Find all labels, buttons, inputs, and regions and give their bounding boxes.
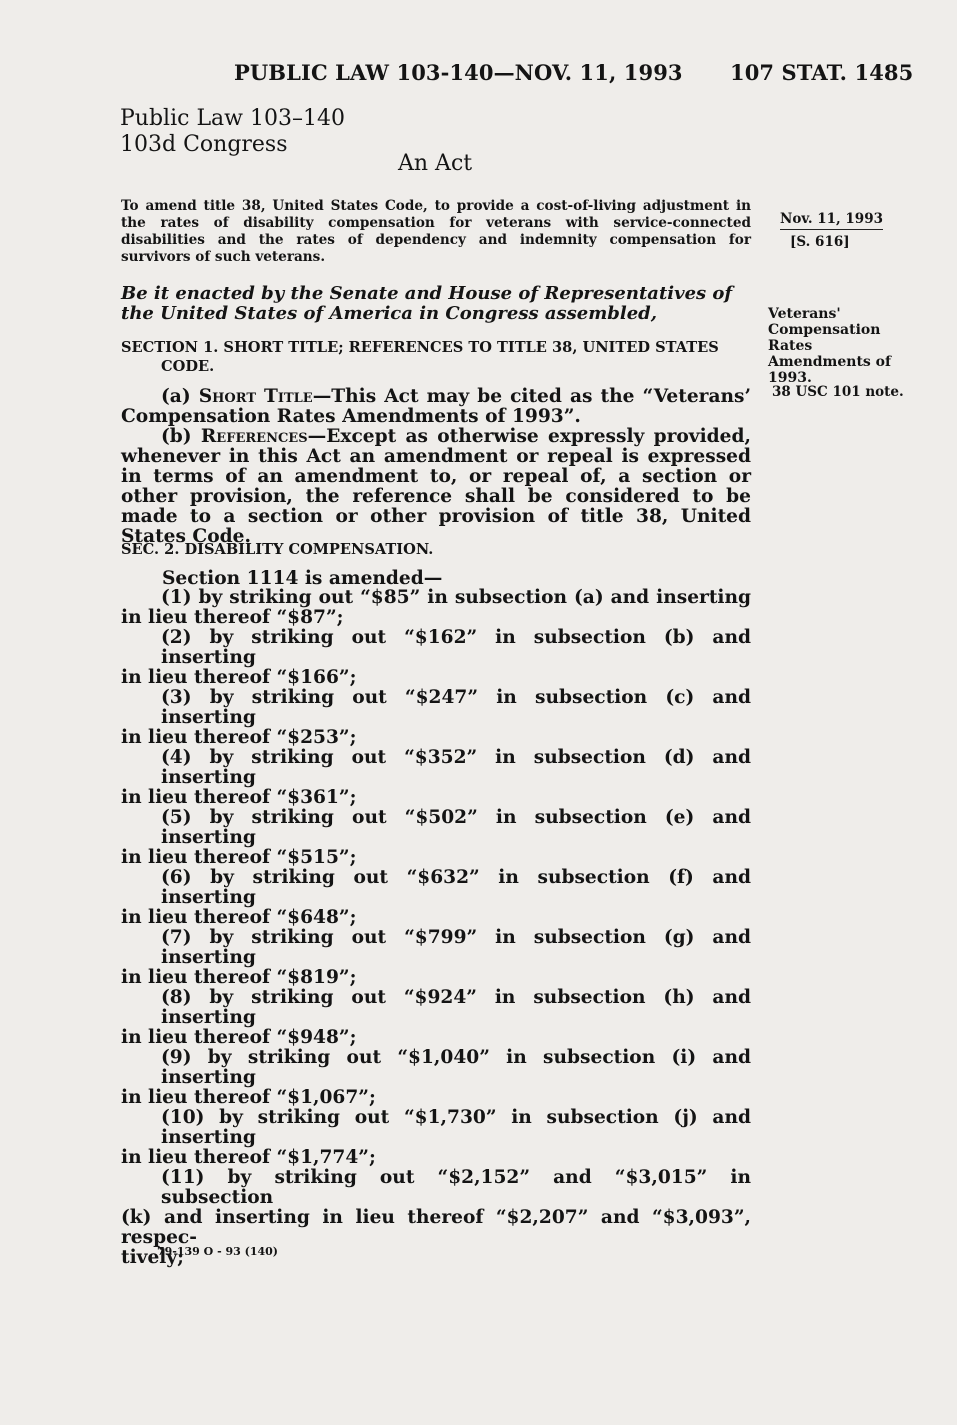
public-law-number: Public Law 103–140	[120, 106, 345, 131]
margin-note-line: Compensation	[768, 322, 881, 338]
margin-usc-note: 38 USC 101 note.	[772, 384, 904, 400]
list-item-line: in lieu thereof “$648”;	[121, 907, 357, 928]
subsection-a	[121, 387, 751, 427]
list-item-line: (10) by striking out “$1,730” in subsection (j) and inserting	[161, 1107, 751, 1148]
purpose-clause: To amend title 38, United States Code, to provide a cost-of-living adjustment in the rates of disability compensation for veterans with service-connected disabilities and the rates of dependency and indemnity compensation for survivors of such veterans.	[121, 198, 751, 265]
list-item-line: (6) by striking out “$632” in subsection (f) and inserting	[161, 867, 751, 908]
section-2-intro: Section 1114 is amended—	[162, 568, 443, 589]
running-head-page-number: 107 STAT. 1485	[730, 60, 914, 85]
margin-bill-number: [S. 616]	[790, 234, 850, 250]
list-item	[121, 928, 751, 988]
list-item-line: (5) by striking out “$502” in subsection (e) and inserting	[161, 807, 751, 848]
congress-number: 103d Congress	[120, 132, 288, 157]
list-item-line: in lieu thereof “$819”;	[121, 967, 357, 988]
list-item-line: (7) by striking out “$799” in subsection (g) and inserting	[161, 927, 751, 968]
section-1-heading	[121, 338, 751, 376]
enacting-clause: Be it enacted by the Senate and House of Representatives of the United States of America in Congress assembled,	[121, 283, 733, 324]
list-item	[121, 868, 751, 928]
list-item-line: tively;	[121, 1247, 185, 1268]
margin-note-line: Veterans'	[768, 306, 841, 322]
list-item-line: in lieu thereof “$948”;	[121, 1027, 357, 1048]
list-item-line: in lieu thereof “$253”;	[121, 727, 357, 748]
list-item-line: (9) by striking out “$1,040” in subsection (i) and inserting	[161, 1047, 751, 1088]
list-item-line: (k) and inserting in lieu thereof “$2,207” and “$3,093”, respec-	[121, 1207, 751, 1248]
list-item-line: in lieu thereof “$87”;	[121, 607, 344, 628]
subsection-a-text: —This Act may be cited as the “Veterans’ Compensation Rates Amendments of 1993”.	[121, 386, 751, 427]
margin-note-line: Rates	[768, 338, 813, 354]
list-item-line: (8) by striking out “$924” in subsection (h) and inserting	[161, 987, 751, 1028]
act-title: An Act	[398, 151, 473, 176]
list-item-line: (2) by striking out “$162” in subsection (b) and inserting	[161, 627, 751, 668]
subsection-b-text: —Except as otherwise expressly provided, whenever in this Act an amendment or repeal is expressed in terms of an amendment to, or repeal of, a section or other provision, the reference shall be considered to be made to a section or other provision of title 38, United States Code.	[121, 426, 751, 547]
list-item-line: in lieu thereof “$166”;	[121, 667, 357, 688]
subsection-a-label: Short Title	[198, 386, 313, 407]
subsection-a-prefix: (a)	[161, 386, 199, 407]
list-item-line: in lieu thereof “$1,067”;	[121, 1087, 376, 1108]
list-item-line: (11) by striking out “$2,152” and “$3,015” in subsection	[161, 1167, 751, 1208]
section-1-heading-cont: CODE.	[161, 358, 215, 375]
list-item	[121, 808, 751, 868]
running-head-left: PUBLIC LAW 103-140—NOV. 11, 1993	[234, 60, 683, 85]
list-item	[121, 1048, 751, 1108]
margin-note-line: 1993.	[768, 370, 812, 386]
list-item	[121, 748, 751, 808]
list-item	[121, 688, 751, 748]
list-item	[121, 588, 751, 628]
list-item-line: in lieu thereof “$1,774”;	[121, 1147, 376, 1168]
law-title-block	[120, 106, 345, 158]
list-item	[121, 988, 751, 1048]
list-item-line: in lieu thereof “$515”;	[121, 847, 357, 868]
subsection-b-label: References	[200, 426, 308, 447]
list-item-line: (4) by striking out “$352” in subsection (d) and inserting	[161, 747, 751, 788]
list-item-line: in lieu thereof “$361”;	[121, 787, 357, 808]
section-1-heading-text: SECTION 1. SHORT TITLE; REFERENCES TO TITLE 38, UNITED STATES	[121, 339, 719, 356]
margin-date: Nov. 11, 1993	[780, 211, 883, 230]
list-item-line: (3) by striking out “$247” in subsection (c) and inserting	[161, 687, 751, 728]
list-item	[121, 1108, 751, 1168]
printer-footer: 79-139 O - 93 (140)	[157, 1245, 278, 1258]
section-2-heading: SEC. 2. DISABILITY COMPENSATION.	[121, 541, 434, 558]
margin-note-line: Amendments of	[768, 354, 892, 370]
margin-short-title-note	[768, 306, 898, 386]
list-item	[121, 628, 751, 688]
subsection-b	[121, 427, 751, 547]
amendment-list	[121, 588, 751, 1268]
subsection-b-prefix: (b)	[161, 426, 201, 447]
list-item-line: (1) by striking out “$85” in subsection (a) and inserting	[161, 587, 751, 608]
